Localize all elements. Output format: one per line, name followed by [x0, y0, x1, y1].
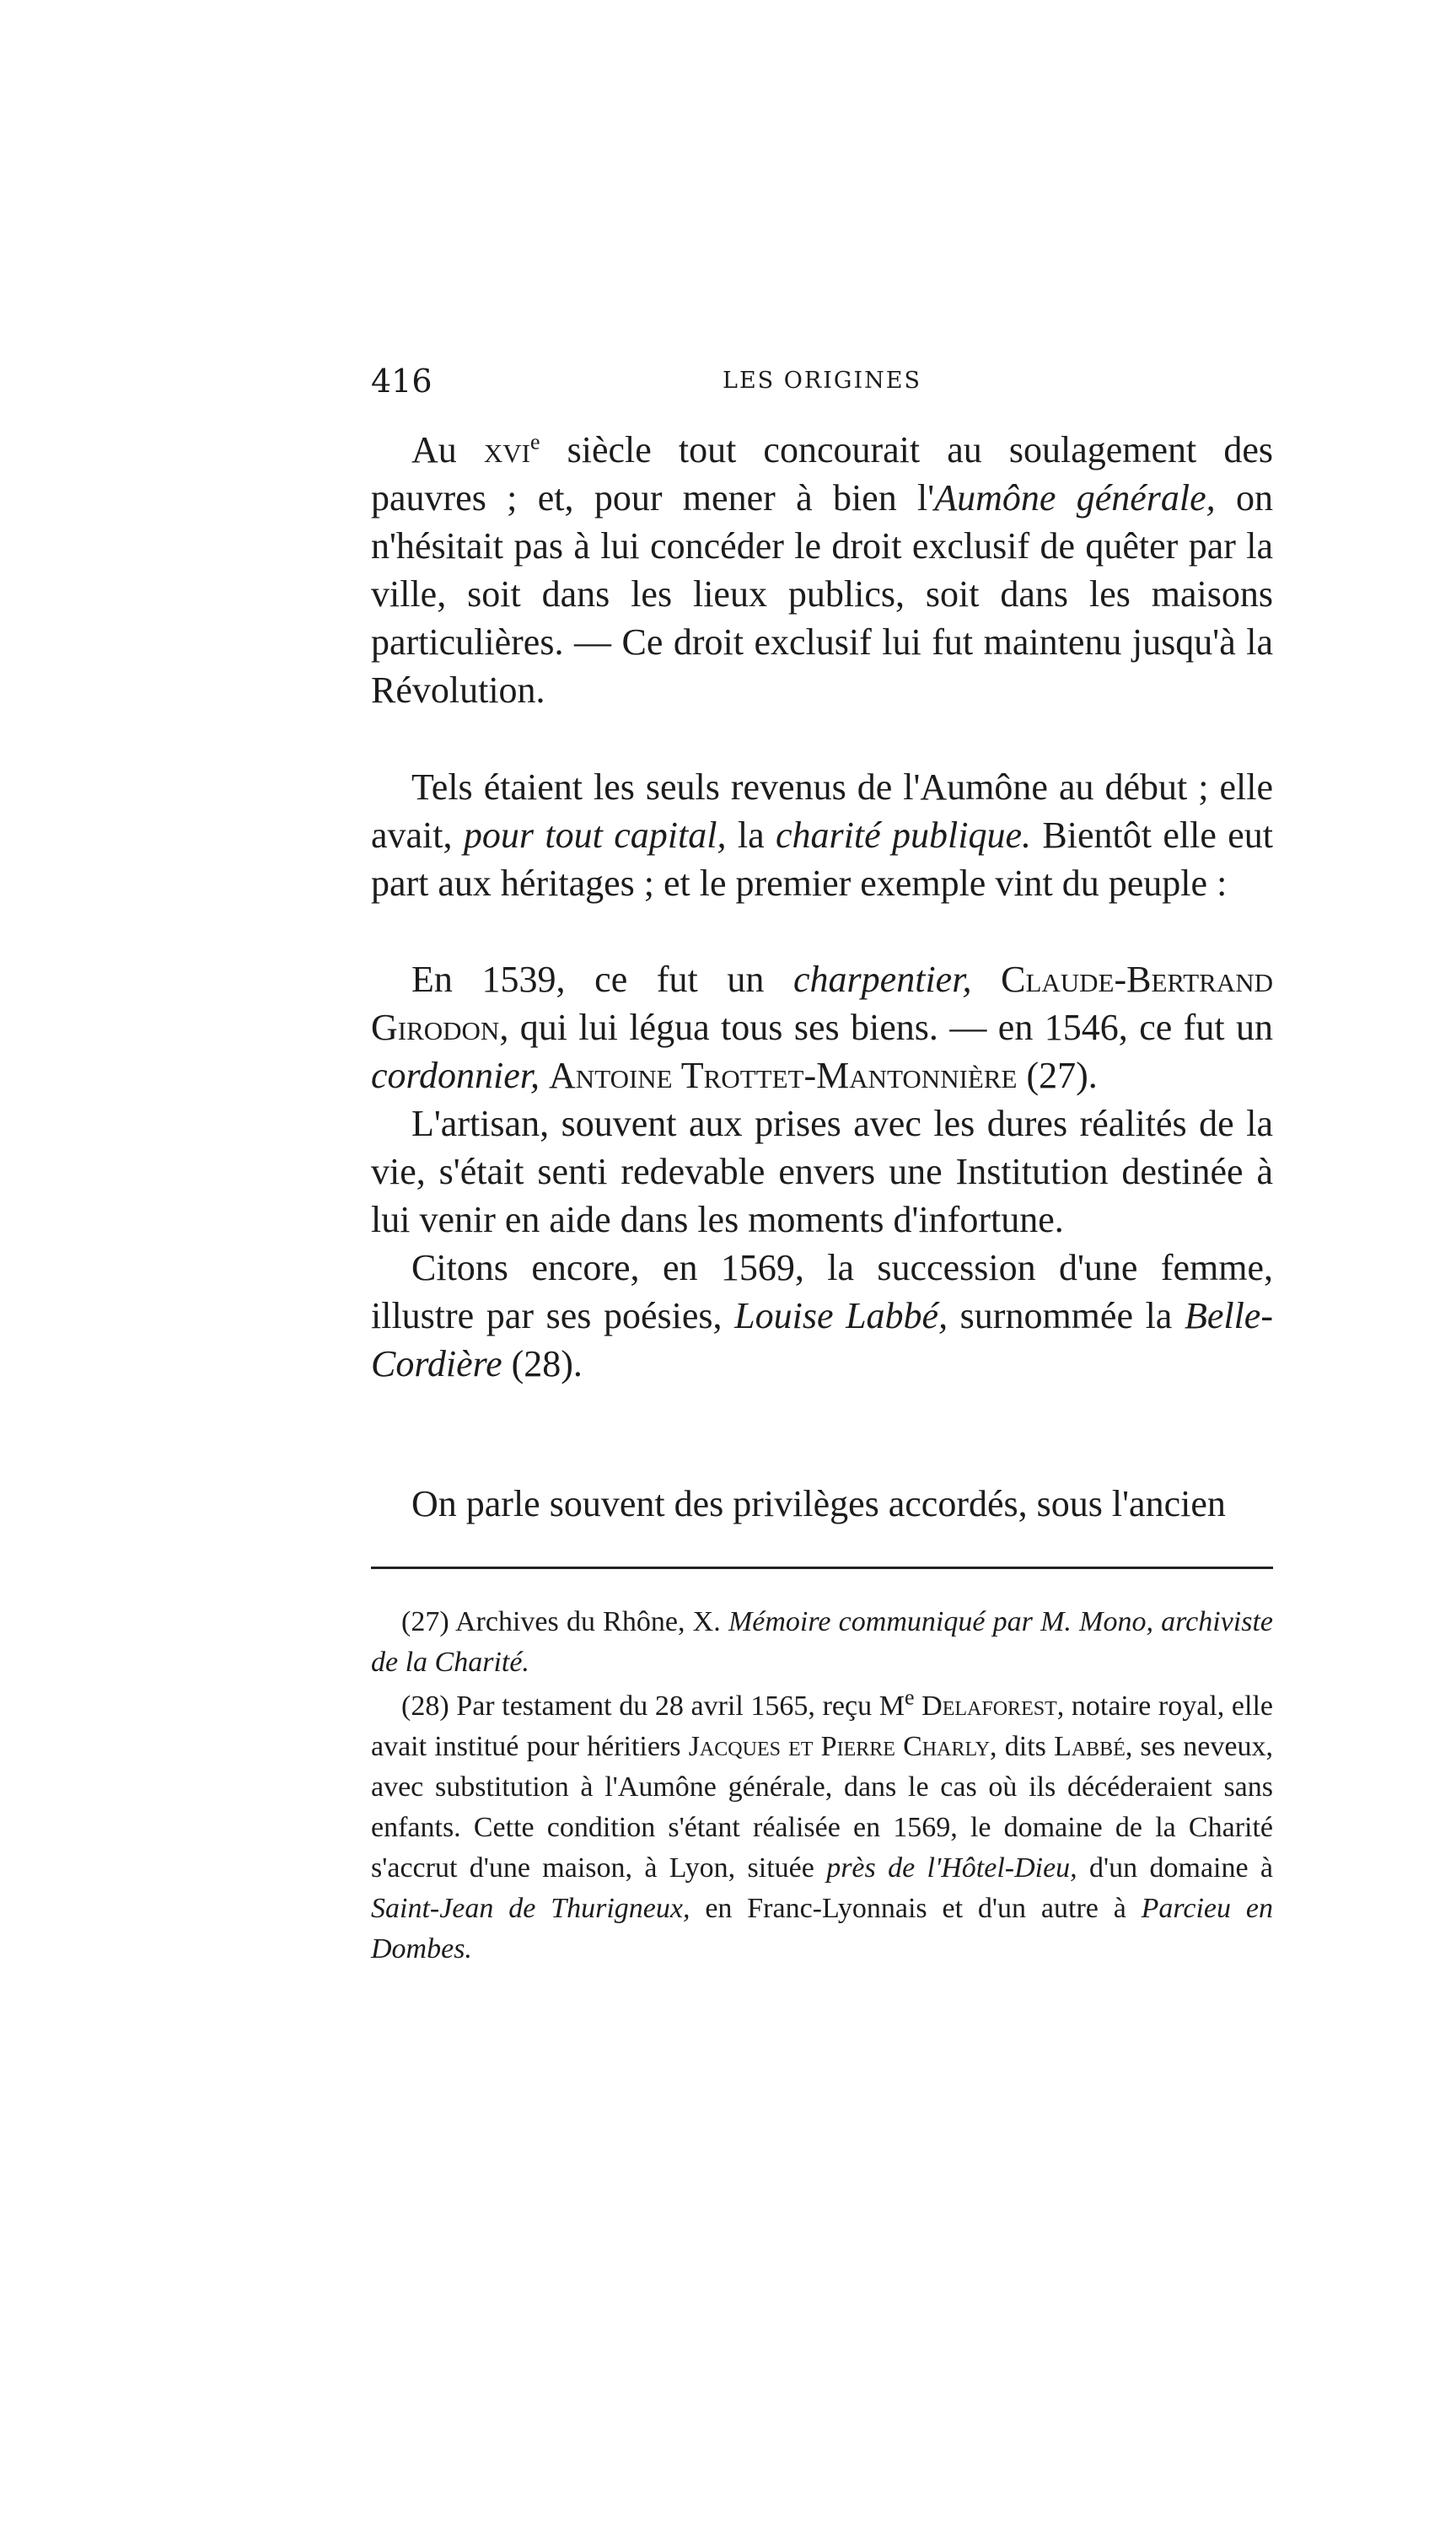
footnote-28: (28) Par testament du 28 avril 1565, reçu Me Delaforest, notaire royal, elle avait institué pour héritiers Jacques et Pierre Charly, dits Labbé, ses neveux, avec substitution à l'Aumône générale, dans le cas où ils décéderaient sans enfants. Cette condition s'étant réalisée en 1569, le domaine de la Charité s'accrut d'une maison, à Lyon, située près de l'Hôtel-Dieu, d'un domaine à Saint-Jean de Thurigneux, en Franc-Lyonnais et d'un autre à Parcieu en Dombes. — [371, 1685, 1274, 1965]
paragraph-aumone-generale: Au xvi$^e$ siècle tout concourait au soulagement des pauvres ; et, pour mener à bien l'Aumône générale, on n'hésitait pas à lui concéder le droit exclusif de quêter par la ville, soit dans les lieux publics, soit dans les maisons particulières. — Ce droit exclusif lui fut maintenu jusqu'à la Révolution. — [371, 429, 1274, 711]
paragraph-revenus: Tels étaient les seuls revenus de l'Aumône au début ; elle avait, pour tout capital, la charité publique. Bientôt elle eut part aux héritages ; et le premier exemple vint du peuple : — [371, 766, 1273, 904]
paragraph-heritages: En 1539, ce fut un charpentier, Claude-Bertrand Girodon, qui lui légua tous ses biens. — en 1546, ce fut un cordonnier, Antoine Trottet-Mantonnière (27). L'artisan, souvent aux prises avec les dures réalités de la vie, s'était senti redevable envers une Institution destinée à lui venir en aide dans les moments d'infortune. Citons encore, en 1569, la succession d'une femme, illustre par ses poésies, Louise Labbé, surnommée la Belle-Cordière (28). — [371, 959, 1274, 1384]
page-number: 416 — [371, 363, 433, 400]
footnotes — [371, 1602, 1273, 1973]
running-title: LES ORIGINES — [723, 368, 921, 394]
page-header — [371, 363, 1273, 413]
footnote-separator — [371, 1567, 1273, 1569]
paragraph-privileges: On parle souvent des privilèges accordés, sous l'ancien — [411, 1483, 1226, 1524]
footnote-27: (27) Archives du Rhône, X. Mémoire communiqué par M. Mono, archiviste de la Charité. — [371, 1606, 1273, 1678]
